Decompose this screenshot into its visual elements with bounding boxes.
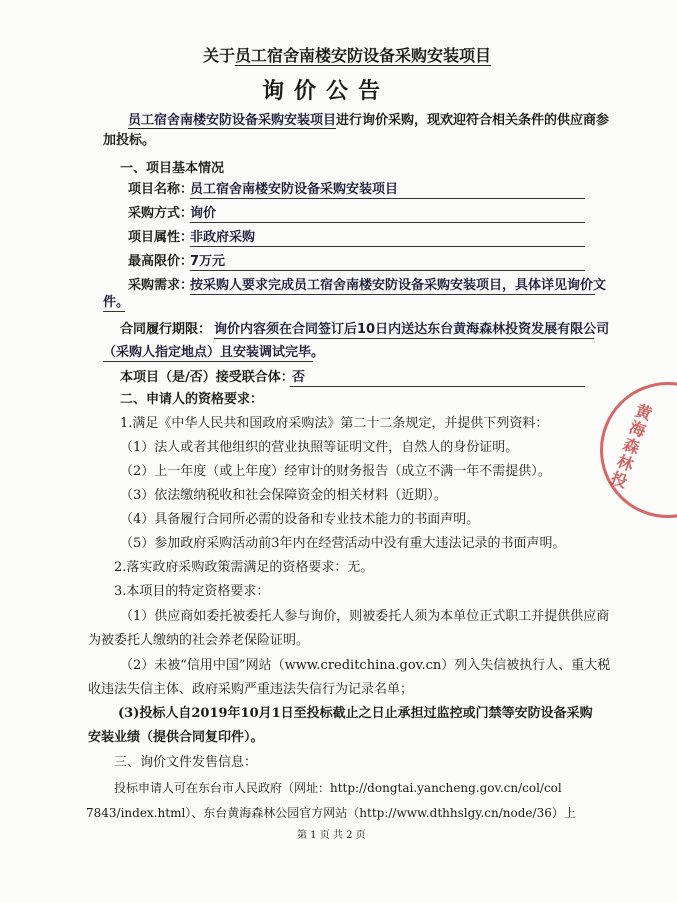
method-underline [190,222,585,223]
requirement-1-item: （1）法人或者其他组织的营业执照等证明文件，自然人的身份证明。 [120,440,519,455]
requirement-3-1b: 为被委托人缴纳的社会养老保险证明。 [88,633,310,648]
requirement-3-2a: （2）未被“信用中国”网站（www.creditchina.gov.cn）列入失信被执行人、重大税 [120,658,611,673]
attribute-label: 项目属性： [128,230,194,245]
requirement-3-1a: （1）供应商如委托被委托人参与询价，则被委托人须为本单位正式职工并提供供应商 [120,609,610,624]
term-value-2: （采购人指定地点）且安装调试完毕。 [103,345,325,360]
requirement-3: 3.本项目的特定资格要求： [114,584,270,599]
section3-heading: 三、询价文件发售信息： [114,755,258,770]
requirement-3-3a: (3)投标人自2019年10月1日至投标截止之日止承担过监控或门禁等安防设备采购 [118,706,593,721]
intro-line1-rest: 进行询价采购，现欢迎符合相关条件的供应商参 [336,113,610,128]
intro-project-name: 员工宿舍南楼安防设备采购安装项目 [128,113,337,128]
need-value-1: 按采购人要求完成员工宿舍南楼安防设备采购安装项目，具体详见询价文 [190,278,607,293]
title-project: 员工宿舍南楼安防设备采购安装项目 [235,46,492,65]
document-heading: 询价公告 [262,78,391,104]
intro-line-2: 加投标。 [103,133,156,148]
price-limit-underline [190,270,585,271]
project-name-underline [190,198,585,199]
requirement-2: 2.落实政府采购政策需满足的资格要求：无。 [114,560,374,575]
term-label: 合同履行期限： [120,322,212,337]
attribute-underline [190,246,585,247]
requirement-1-item: （5）参加政府采购活动前3年内在经营活动中没有重大违法记录的书面声明。 [120,536,566,551]
page-number: 第 1 页 共 2 页 [297,830,366,841]
section1-heading: 一、项目基本情况 [120,161,225,176]
intro-line-1 [128,113,609,129]
section2-heading: 二、申请人的资格要求： [120,392,264,407]
requirement-1-item: （4）具备履行合同所必需的设备和专业技术能力的书面声明。 [120,512,480,527]
requirement-1: 1.满足《中华人民共和国政府采购法》第二十二条规定，并提供下列资料： [120,416,549,431]
term-underline-1 [214,338,594,339]
need-value-2: 件。 [103,295,130,310]
need-underline-1 [190,294,595,295]
consortium-value: 否 [292,370,306,385]
term-underline-2 [103,361,313,362]
requirement-3-2b: 收违法失信主体、政府采购严重违法失信行为记录名单； [88,682,414,697]
company-seal-text: 黄海森林投 [605,400,655,492]
requirement-1-item: （3）依法缴纳税收和社会保障资金的相关材料（近期）。 [120,488,447,503]
consortium-label: 本项目（是/否）接受联合体： [120,370,294,385]
section3-line-1: 投标申请人可在东台市人民政府（网址：http://dongtai.yancheng.gov.cn/col/col [114,781,562,795]
price-limit-value: 7万元 [190,254,226,269]
need-label: 采购需求： [128,278,194,293]
title-prefix: 关于 [203,46,236,65]
price-limit-label: 最高限价： [128,254,194,269]
project-name-label: 项目名称： [128,182,194,197]
method-label: 采购方式： [128,206,194,221]
consortium-underline [290,386,585,387]
requirement-1-item: （2）上一年度（或上年度）经审计的财务报告（成立不满一年不需提供）。 [120,464,551,479]
document-title [203,48,491,64]
requirement-3-3b: 安装业绩（提供合同复印件）。 [88,730,264,745]
method-value: 询价 [190,206,217,221]
term-value-1: 询价内容须在合同签订后10日内送达东台黄海森林投资发展有限公司 [214,322,610,337]
need-underline-2 [103,311,125,312]
project-name-value: 员工宿舍南楼安防设备采购安装项目 [190,182,399,197]
attribute-value: 非政府采购 [190,230,256,245]
section3-line-2: 7843/index.html）、东台黄海森林公园官方网站（http://www.dthhslgy.cn/node/36）上 [86,806,576,820]
